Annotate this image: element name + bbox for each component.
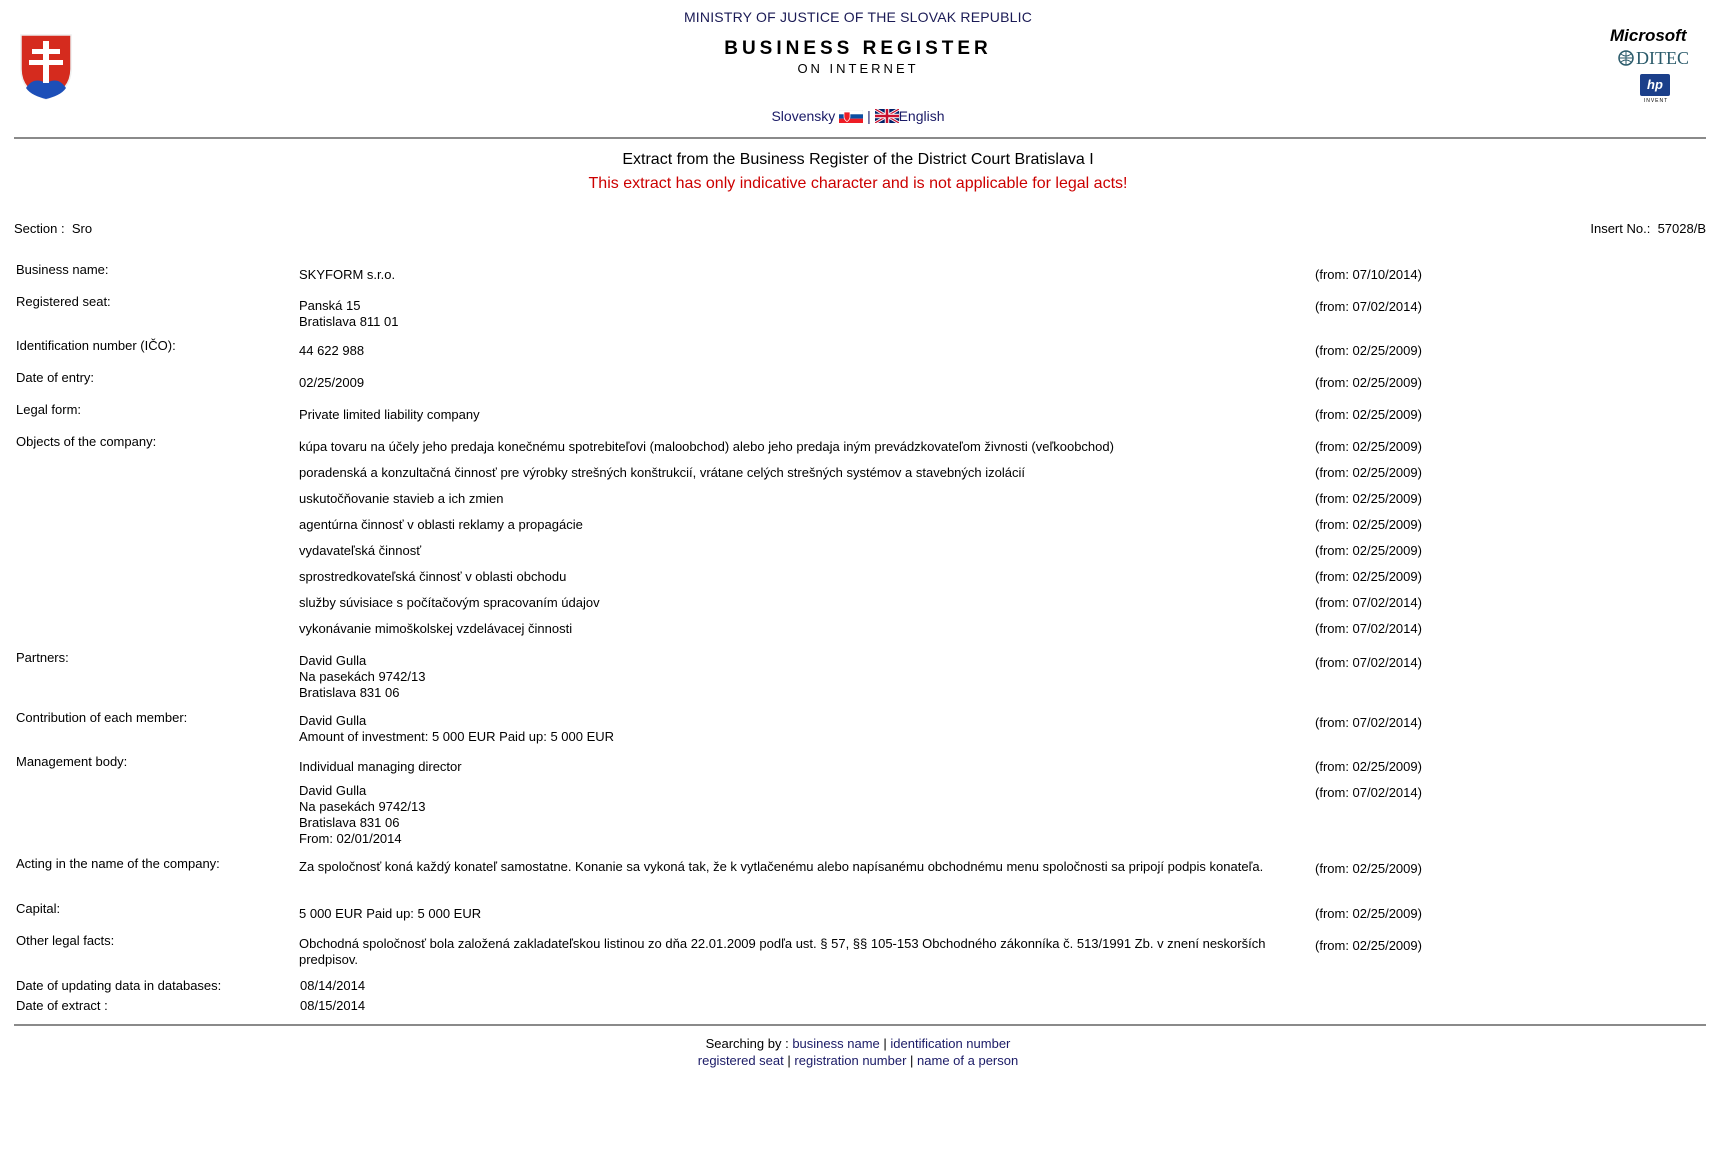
acting-from: (from: 02/25/2009) <box>1315 861 1422 876</box>
searching-by-label: Searching by : <box>705 1036 789 1051</box>
section-value: Sro <box>71 221 93 236</box>
search-identification-number-link[interactable]: identification number <box>890 1036 1011 1051</box>
ico-value: 44 622 988 <box>299 343 365 358</box>
business-name-value: SKYFORM s.r.o. <box>299 267 396 282</box>
date-updating-label: Date of updating data in databases: <box>16 978 222 993</box>
slovak-flag-icon[interactable] <box>839 110 863 123</box>
objects-label: Objects of the company: <box>16 434 157 449</box>
object-item: uskutočňovanie stavieb a ich zmien <box>299 491 504 506</box>
extract-title: Extract from the Business Register of the District Court Bratislava I <box>622 151 1094 168</box>
object-item: poradenská a konzultačná činnosť pre výrobky strešných konštrukcií, vrátane celých strešných systémov a stavebných izolácií <box>299 465 1025 480</box>
language-switch <box>0 108 1716 124</box>
footer-separator: | <box>787 1053 791 1068</box>
object-item: kúpa tovaru na účely jeho predaja konečnému spotrebiteľovi (maloobchod) alebo jeho predaja iným prevádzkovateľom živnosti (veľkoobchod) <box>299 439 1114 454</box>
uk-flag-icon[interactable] <box>875 109 899 123</box>
insert-label: Insert No.: <box>1590 221 1651 236</box>
object-item: vydavateľská činnosť <box>299 543 422 558</box>
lang-slovak-link[interactable]: Slovensky <box>771 108 836 124</box>
object-item: služby súvisiace s počítačovým spracovaním údajov <box>299 595 600 610</box>
object-item-from: (from: 02/25/2009) <box>1315 517 1422 532</box>
object-item-from: (from: 07/02/2014) <box>1315 595 1422 610</box>
date-of-entry-label: Date of entry: <box>16 370 95 385</box>
management-type-from: (from: 02/25/2009) <box>1315 759 1422 774</box>
hp-logo: hp INVENT <box>1640 74 1676 104</box>
footer-search-line-1 <box>0 1036 1716 1051</box>
on-internet-subtitle: ON INTERNET <box>797 61 919 76</box>
header-divider <box>14 137 1706 139</box>
ministry-title: MINISTRY OF JUSTICE OF THE SLOVAK REPUBLIC <box>683 9 1033 25</box>
search-registered-seat-link[interactable]: registered seat <box>697 1053 784 1068</box>
legal-form-value: Private limited liability company <box>299 407 480 422</box>
object-item-from: (from: 02/25/2009) <box>1315 465 1422 480</box>
object-item: vykonávanie mimoškolskej vzdelávacej činnosti <box>299 621 573 636</box>
legal-form-from: (from: 02/25/2009) <box>1315 407 1422 422</box>
contribution-from: (from: 07/02/2014) <box>1315 715 1422 730</box>
section-label: Section : <box>14 221 65 236</box>
partners-label: Partners: <box>16 650 69 665</box>
insert-value: 57028/B <box>1657 221 1706 236</box>
search-person-name-link[interactable]: name of a person <box>917 1053 1019 1068</box>
business-name-from: (from: 07/10/2014) <box>1315 267 1422 282</box>
lang-separator: | <box>867 108 871 124</box>
lang-english-link[interactable]: English <box>898 108 945 124</box>
acting-value: Za spoločnosť koná každý konateľ samostatne. Konanie sa vykoná tak, že k vytlačenému alebo napísanému obchodnému menu spoločnosti sa pripojí podpis konateľa. <box>299 859 1264 874</box>
date-extract-value: 08/15/2014 <box>300 998 366 1013</box>
other-legal-facts-label: Other legal facts: <box>16 933 115 948</box>
registered-seat-from: (from: 07/02/2014) <box>1315 299 1422 314</box>
object-item: sprostredkovateľská činnosť v oblasti obchodu <box>299 569 567 584</box>
date-of-entry-value: 02/25/2009 <box>299 375 365 390</box>
management-person-from: (from: 07/02/2014) <box>1315 785 1422 800</box>
ico-from: (from: 02/25/2009) <box>1315 343 1422 358</box>
footer-divider <box>14 1024 1706 1026</box>
object-item: agentúrna činnosť v oblasti reklamy a propagácie <box>299 517 583 532</box>
ico-label: Identification number (IČO): <box>16 338 176 353</box>
contribution-value: David Gulla Amount of investment: 5 000 EUR Paid up: 5 000 EUR <box>299 713 615 744</box>
footer-search-line-2 <box>0 1053 1716 1068</box>
management-type: Individual managing director <box>299 759 462 774</box>
other-legal-facts-value: Obchodná spoločnosť bola založená zakladateľskou listinou zo dňa 22.01.2009 podľa ust. § 57, §§ 105-153 Obchodného zákonníka č. 513/1991 Zb. v znení neskorších predpisov. <box>299 936 1266 967</box>
capital-label: Capital: <box>16 901 61 916</box>
partners-from: (from: 07/02/2014) <box>1315 655 1422 670</box>
contribution-label: Contribution of each member: <box>16 710 188 725</box>
footer-separator: | <box>910 1053 914 1068</box>
search-registration-number-link[interactable]: registration number <box>794 1053 907 1068</box>
footer-separator: | <box>883 1036 887 1051</box>
section-info <box>14 221 92 236</box>
management-label: Management body: <box>16 754 128 769</box>
partners-value: David Gulla Na pasekách 9742/13 Bratislava 831 06 <box>299 653 426 700</box>
insert-info <box>1590 221 1706 236</box>
capital-from: (from: 02/25/2009) <box>1315 906 1422 921</box>
business-register-title: BUSINESS REGISTER <box>724 38 992 59</box>
registered-seat-label: Registered seat: <box>16 294 111 309</box>
management-person: David Gulla Na pasekách 9742/13 Bratislava 831 06 From: 02/01/2014 <box>299 783 426 846</box>
acting-label: Acting in the name of the company: <box>16 856 220 871</box>
date-of-entry-from: (from: 02/25/2009) <box>1315 375 1422 390</box>
legal-form-label: Legal form: <box>16 402 82 417</box>
extract-warning: This extract has only indicative character and is not applicable for legal acts! <box>588 175 1128 192</box>
capital-value: 5 000 EUR Paid up: 5 000 EUR <box>299 906 482 921</box>
search-business-name-link[interactable]: business name <box>792 1036 880 1051</box>
other-legal-facts-from: (from: 02/25/2009) <box>1315 938 1422 953</box>
date-updating-value: 08/14/2014 <box>300 978 366 993</box>
business-name-label: Business name: <box>16 262 109 277</box>
microsoft-logo: Microsoft <box>1610 26 1687 45</box>
registered-seat-value: Panská 15 Bratislava 811 01 <box>299 298 399 329</box>
object-item-from: (from: 02/25/2009) <box>1315 543 1422 558</box>
object-item-from: (from: 02/25/2009) <box>1315 439 1422 454</box>
object-item-from: (from: 07/02/2014) <box>1315 621 1422 636</box>
date-extract-label: Date of extract : <box>16 998 108 1013</box>
ditec-logo: DITEC <box>1618 48 1698 70</box>
object-item-from: (from: 02/25/2009) <box>1315 569 1422 584</box>
object-item-from: (from: 02/25/2009) <box>1315 491 1422 506</box>
